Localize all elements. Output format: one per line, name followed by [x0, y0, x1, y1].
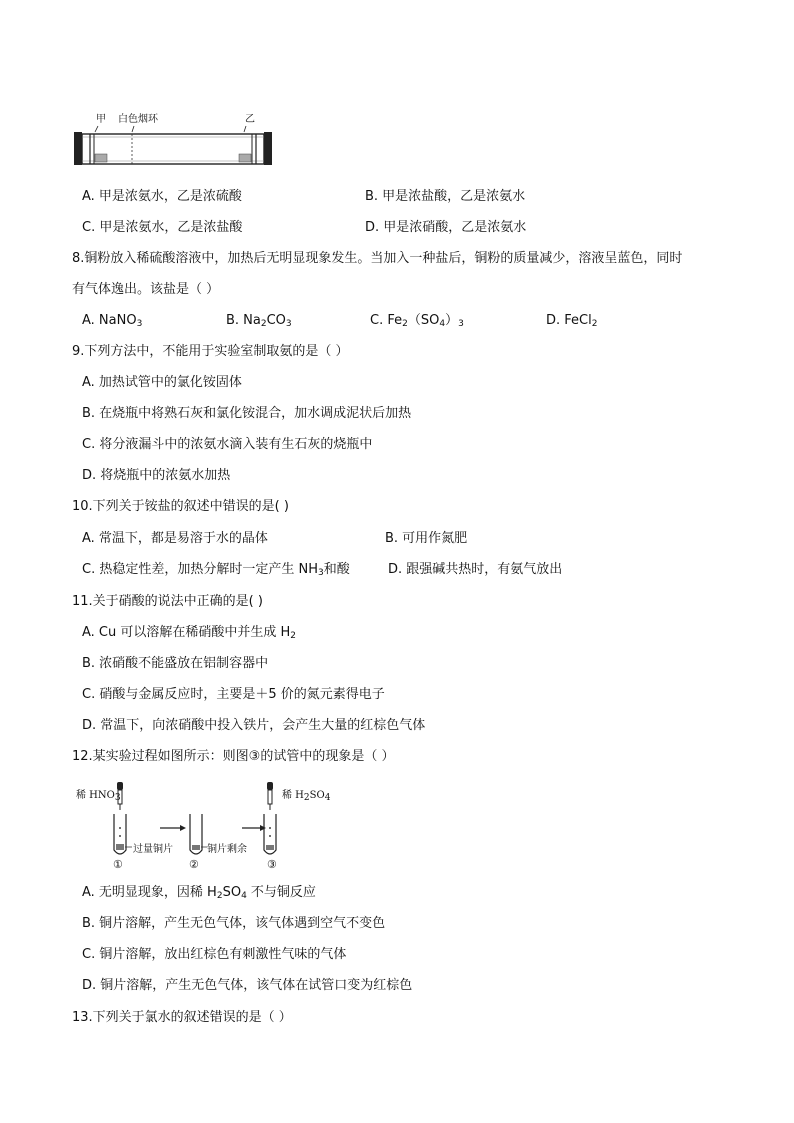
label-jia: 甲	[96, 114, 106, 125]
q12-option-b: B. 铜片溶解，产生无色气体，该气体遇到空气不变色	[82, 916, 386, 931]
q10-option-b: B. 可用作氮肥	[385, 531, 468, 546]
q7-option-a: A. 甲是浓氨水，乙是浓硫酸	[82, 189, 242, 204]
q10-stem: 10.下列关于铵盐的叙述中错误的是( )	[72, 499, 289, 514]
q11-option-d: D. 常温下，向浓硝酸中投入铁片，会产生大量的红棕色气体	[82, 718, 426, 733]
q11-option-b: B. 浓硝酸不能盛放在铝制容器中	[82, 656, 269, 671]
q7-option-d: D. 甲是浓硝酸，乙是浓氨水	[365, 220, 527, 235]
q9-stem: 9.下列方法中，不能用于实验室制取氨的是（ ）	[72, 344, 349, 359]
q8-option-b: B. $Na_2CO_3$	[226, 313, 292, 329]
label-step-1: ①	[113, 858, 123, 871]
label-excess-copper: 过量铜片	[133, 844, 173, 855]
label-yi: 乙	[245, 114, 255, 125]
q8-stem-line2: 有气体逸出。该盐是（ ）	[72, 282, 220, 297]
q12-option-c: C. 铜片溶解，放出红棕色有刺激性气味的气体	[82, 947, 347, 962]
q8-stem-line1: 8.铜粉放入稀硫酸溶液中，加热后无明显现象发生。当加入一种盐后，铜粉的质量减少，溶液呈蓝色，同时	[72, 251, 683, 266]
q13-stem: 13.下列关于氯水的叙述错误的是（ ）	[72, 1010, 292, 1025]
tube-drawing	[74, 122, 272, 170]
label-dilute-hno3: 稀 $HNO_3$	[76, 790, 121, 803]
q9-option-a: A. 加热试管中的氯化铵固体	[82, 375, 242, 390]
q7-option-b: B. 甲是浓盐酸，乙是浓氨水	[365, 189, 526, 204]
q10-option-d: D. 跟强碱共热时，有氨气放出	[388, 562, 563, 577]
q12-stem: 12.某实验过程如图所示：则图③的试管中的现象是（ ）	[72, 749, 395, 764]
q12-option-a: A. 无明显现象，因稀 $H_2SO_4$ 不与铜反应	[82, 885, 316, 901]
q11-stem: 11.关于硝酸的说法中正确的是( )	[72, 594, 263, 609]
q8-option-d: D. FeCl$_2$	[546, 313, 598, 329]
q8-option-c: C. $Fe_2(SO_4)_3$	[370, 313, 464, 329]
label-step-3: ③	[267, 858, 277, 871]
q11-option-c: C. 硝酸与金属反应时，主要是＋5 价的氮元素得电子	[82, 687, 385, 702]
tubes-drawing	[100, 778, 290, 860]
q10-option-c: C. 热稳定性差，加热分解时一定产生 $NH_3$和酸	[82, 562, 350, 578]
label-step-2: ②	[189, 858, 199, 871]
q9-option-c: C. 将分液漏斗中的浓氨水滴入装有生石灰的烧瓶中	[82, 437, 373, 452]
q7-option-c: C. 甲是浓氨水，乙是浓盐酸	[82, 220, 243, 235]
q9-option-d: D. 将烧瓶中的浓氨水加热	[82, 468, 231, 483]
label-dilute-h2so4: 稀 $H_2SO_4$	[282, 790, 331, 803]
q11-option-a: A. Cu 可以溶解在稀硝酸中并生成 $H_2$	[82, 625, 297, 641]
q9-option-b: B. 在烧瓶中将熟石灰和氯化铵混合，加水调成泥状后加热	[82, 406, 412, 421]
label-copper-remaining: 铜片剩余	[207, 844, 247, 855]
q12-option-d: D. 铜片溶解，产生无色气体，该气体在试管口变为红棕色	[82, 978, 413, 993]
q10-option-a: A. 常温下，都是易溶于水的晶体	[82, 531, 268, 546]
label-white-smoke-ring: 白色烟环	[118, 114, 158, 125]
q8-option-a: A. NaNO$_3$	[82, 313, 143, 329]
